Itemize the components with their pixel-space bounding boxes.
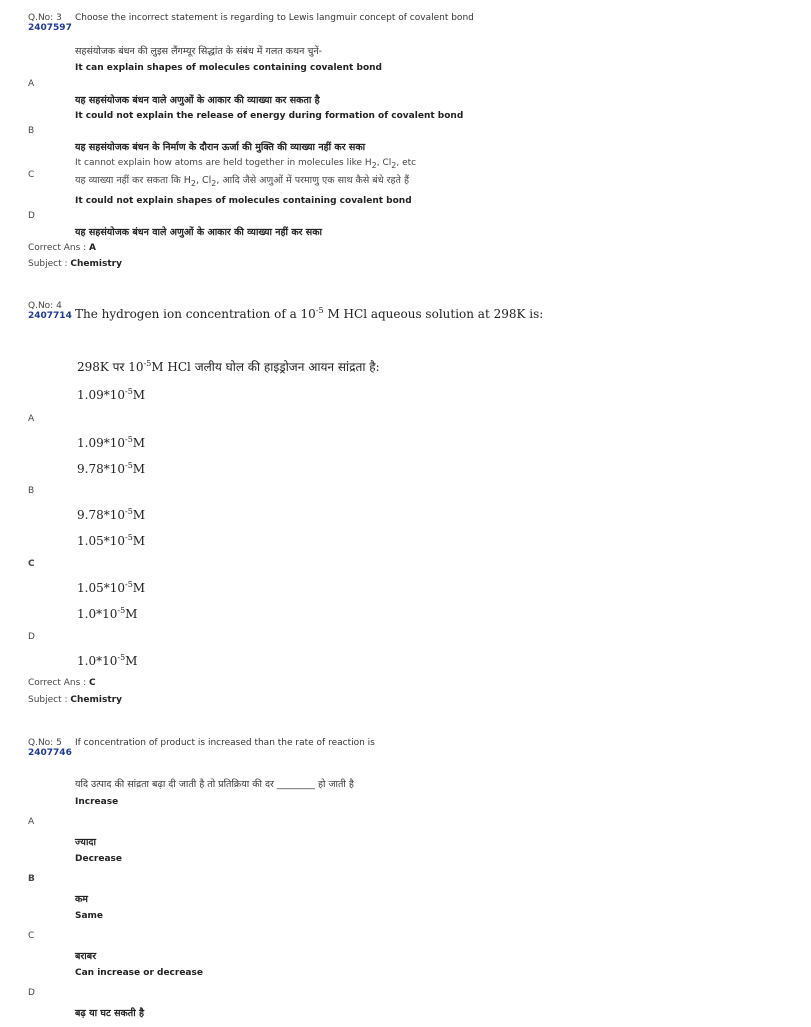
option-d-text: Can increase or decrease — [75, 968, 203, 978]
option-c-text: Same — [75, 911, 104, 921]
question-number: Q.No: 3 — [28, 13, 62, 23]
option-b-letter: B — [28, 486, 35, 496]
option-c-text-hindi: $1.05*10^{-5}M$ — [77, 580, 146, 595]
option-a-letter: A — [28, 817, 35, 827]
option-a-text-hindi: यह सहसंयोजक बंधन वाले अणुओं के आकार की व्याख्या कर सकता है — [75, 95, 320, 106]
option-d-text-hindi: बढ़ या घट सकती है — [75, 1008, 145, 1019]
option-a-letter: A — [28, 414, 35, 424]
correct-answer: Correct Ans : C — [28, 678, 96, 688]
option-c-text-hindi: यह व्याख्या नहीं कर सकता कि $H_2$, $Cl_2$, आदि जैसे अणुओं में परमाणु एक साथ कैसे बंधे रहते हैं — [75, 175, 409, 188]
option-c-letter: C — [28, 170, 35, 180]
subject: Subject : Chemistry — [28, 259, 122, 269]
option-d-text-hindi: $1.0*10^{-5}M$ — [77, 653, 138, 668]
option-b-text-hindi: कम — [75, 894, 88, 905]
option-c-letter: C — [28, 559, 35, 569]
correct-answer-value: A — [89, 243, 96, 253]
question-id: 2407746 — [28, 748, 72, 758]
option-c-text: $1.05*10^{-5}M$ — [77, 533, 146, 548]
subject: Subject : Chemistry — [28, 695, 122, 705]
option-b-text: Decrease — [75, 854, 122, 864]
option-d-letter: D — [28, 632, 35, 642]
question-stem-hindi: यदि उत्पाद की सांद्रता बढ़ा दी जाती है तो प्रतिक्रिया की दर ________ हो जाती है — [75, 779, 354, 790]
question-id: 2407714 — [28, 311, 72, 321]
correct-answer-value: C — [89, 678, 96, 688]
question-number: Q.No: 4 — [28, 301, 62, 311]
correct-answer: Correct Ans : A — [28, 243, 96, 253]
option-b-text: It could not explain the release of energy during formation of covalent bond — [75, 111, 464, 121]
option-c-letter: C — [28, 931, 35, 941]
option-d-text: It could not explain shapes of molecules containing covalent bond — [75, 196, 412, 206]
option-a-text: Increase — [75, 797, 119, 807]
option-d-letter: D — [28, 988, 35, 998]
option-b-text-hindi: $9.78*10^{-5}M$ — [77, 507, 146, 522]
option-a-text: It can explain shapes of molecules containing covalent bond — [75, 63, 382, 73]
option-a-text: $1.09*10^{-5}M$ — [77, 387, 146, 402]
question-id: 2407597 — [28, 23, 72, 33]
option-d-text: $1.0*10^{-5}M$ — [77, 606, 138, 621]
option-b-letter: B — [28, 874, 35, 884]
subject-value: Chemistry — [70, 695, 122, 705]
option-c-text: It cannot explain how atoms are held together in molecules like $H_2$, $Cl_2$, etc — [75, 158, 417, 170]
option-a-text-hindi: ज्यादा — [75, 837, 96, 848]
option-a-text-hindi: $1.09*10^{-5}M$ — [77, 435, 146, 450]
option-a-letter: A — [28, 79, 35, 89]
option-b-text-hindi: यह सहसंयोजक बंधन के निर्माण के दौरान ऊर्जा की मुक्ति की व्याख्या नहीं कर सका — [75, 142, 366, 153]
option-b-letter: B — [28, 126, 35, 136]
subject-value: Chemistry — [70, 259, 122, 269]
question-number: Q.No: 5 — [28, 738, 62, 748]
option-d-text-hindi: यह सहसंयोजक बंधन वाले अणुओं के आकार की व्याख्या नहीं कर सका — [75, 227, 322, 238]
option-d-letter: D — [28, 211, 35, 221]
question-stem-hindi: 298K पर $10^{-5}M$ HCl जलीय घोल की हाइड्रोजन आयन सांद्रता है: — [77, 359, 380, 374]
question-stem: Choose the incorrect statement is regarding to Lewis langmuir concept of covalent bond — [75, 13, 474, 23]
question-stem-hindi: सहसंयोजक बंधन की लुइस लैंगम्यूर सिद्धांत के संबंध में गलत कथन चुनें- — [75, 46, 323, 57]
question-stem: If concentration of product is increased than the rate of reaction is — [75, 738, 375, 748]
option-c-text-hindi: बराबर — [75, 951, 97, 962]
question-stem: The hydrogen ion concentration of a $10^{-5}$ M HCl aqueous solution at 298K is: — [75, 306, 544, 321]
option-b-text: $9.78*10^{-5}M$ — [77, 461, 146, 476]
